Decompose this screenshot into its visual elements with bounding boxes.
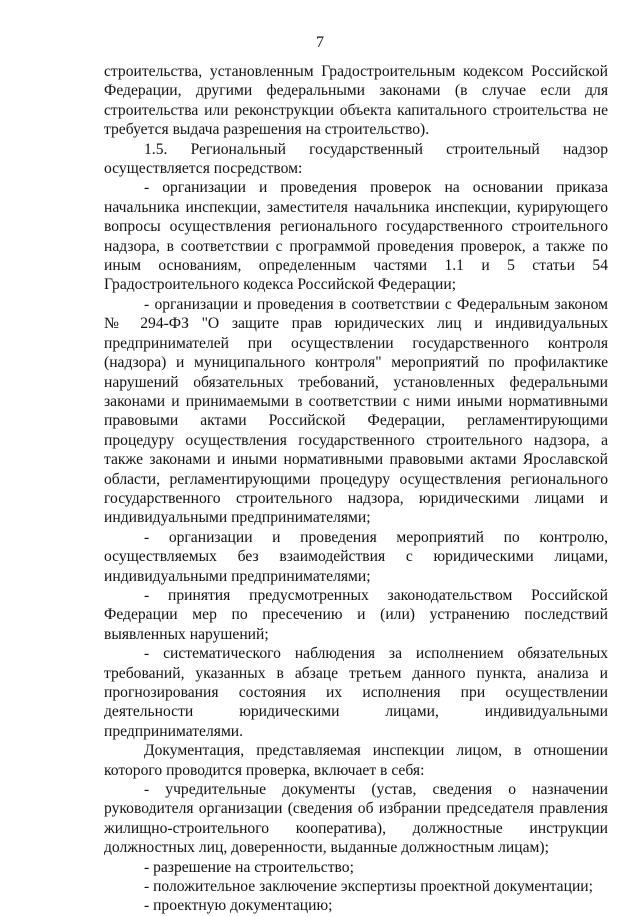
paragraph-documentation: Документация, представляемая инспекции лицом, в отношении которого проводится проверка, включает в себя: [104,742,608,779]
paragraph-intro-continuation: строительства, установленным Градостроительным кодексом Российской Федерации, другими федеральными законами (в случае если для строительства или реконструкции объекта капитального строительства не требуется выдача разрешения на строительство). [104,63,608,139]
list-item-enforcement: - принятия предусмотренных законодательством Российской Федерации мер по пресечению и (или) устранению последствий выявленных нарушений; [104,586,608,643]
list-item-expert-conclusion: - положительное заключение экспертизы проектной документации; [144,878,593,896]
list-item-project-documentation: - проектную документацию; [144,897,333,915]
list-item-founding-documents: - учредительные документы (устав, сведения о назначении руководителя организации (сведения об избрании председателя правления жилищно-строительного кооператива), должностные инструкции должностных лиц, доверенности, выданные должностным лицам); [104,781,608,857]
list-item-prevention-measures: - организации и проведения в соответствии с Федеральным законом № 294-ФЗ "О защите прав юридических лиц и индивидуальных предпринимателей при осуществлении государственного контроля (надзора) и муниципального контроля" мероприятий по профилактике нарушений обязательных требований, установленных федеральными законами и принимаемыми в соответствии с ними иными нормативными правовыми актами Российской Федерации, регламентирующими процедуру осуществления государственного строительного надзора, а также законами и иными нормативными правовыми актами Ярославской области, регламентирующими процедуру осуществления регионального государственного строительного надзора, юридическими лицами и индивидуальными предпринимателями; [104,295,608,527]
list-item-monitoring: - систематического наблюдения за исполнением обязательных требований, указанных в абзаце третьем данного пункта, анализа и прогнозирования состояния их исполнения при осуществлении деятельности юридическими лицами, индивидуальными предпринимателями. [104,645,608,740]
list-item-inspections: - организации и проведения проверок на основании приказа начальника инспекции, заместителя начальника инспекции, курирующего вопросы осуществления регионального государственного строительного надзора, в соответствии с программой проведения проверок, а также по иным основаниям, определенным частями 1.1 и 5 статьи 54 Градостроительного кодекса Российской Федерации; [104,179,608,294]
list-item-building-permit: - разрешение на строительство; [144,858,354,876]
page-number: 7 [316,34,324,51]
paragraph-section-1-5: 1.5. Региональный государственный строительный надзор осуществляется посредством: [104,140,608,178]
document-body [104,62,608,916]
list-item-control-measures: - организации и проведения мероприятий по контролю, осуществляемых без взаимодействия с юридическими лицами, индивидуальными предпринимателями; [104,528,608,585]
